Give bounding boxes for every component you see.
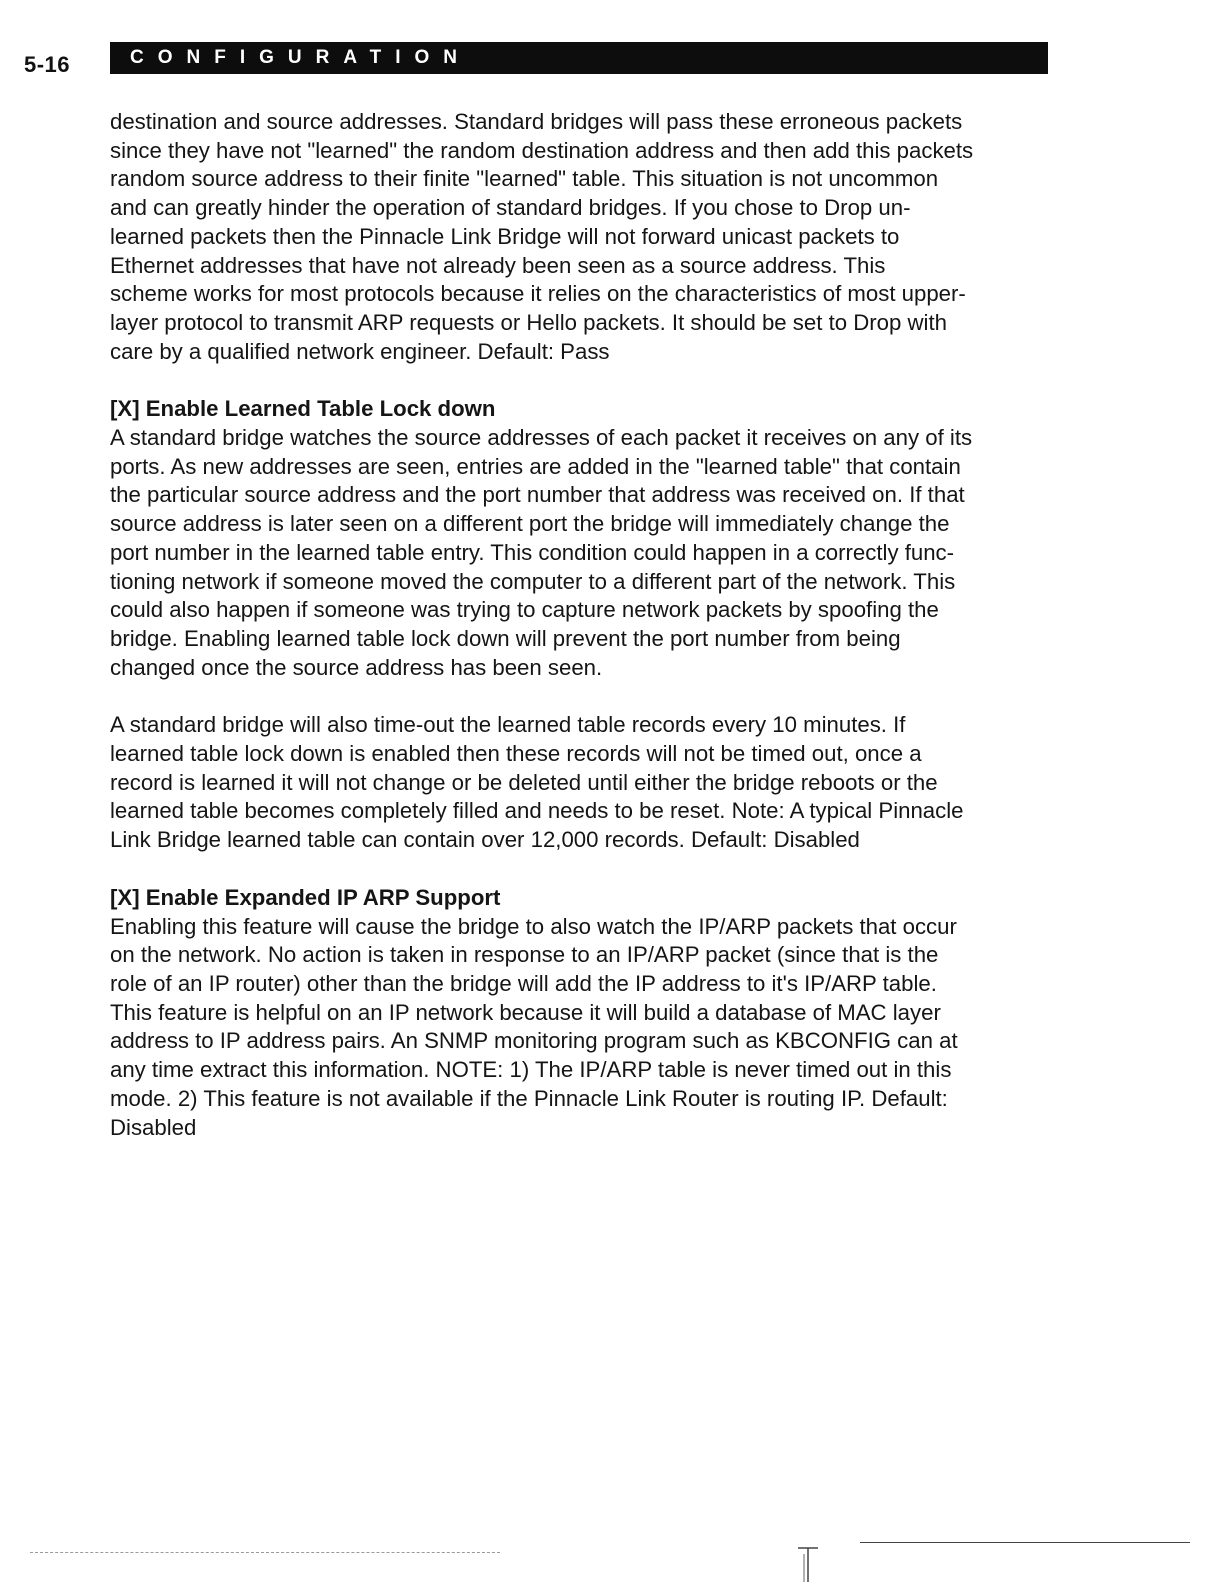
text-line: any time extract this information. NOTE: 1) The IP/ARP table is never timed out in this — [110, 1057, 952, 1083]
text-line: source address is later seen on a different port the bridge will immediately change the — [110, 511, 950, 537]
text-line: scheme works for most protocols because it relies on the characteristics of most upper- — [110, 281, 966, 307]
text-line: tioning network if someone moved the computer to a different part of the network. This — [110, 568, 956, 594]
footer-tick-mark — [796, 1544, 820, 1582]
text-line: random source address to their finite "learned" table. This situation is not uncommon — [110, 166, 939, 192]
footer-solid-rule — [860, 1542, 1190, 1543]
text-line: bridge. Enabling learned table lock down will prevent the port number from being — [110, 625, 901, 651]
text-line: destination and source addresses. Standard bridges will pass these erroneous packets — [110, 109, 963, 134]
footer-dashed-rule — [30, 1552, 500, 1553]
text-line: A standard bridge watches the source addresses of each packet it receives on any of its — [110, 425, 973, 451]
lockdown-paragraph-2 — [110, 711, 1055, 855]
page-number: 5-16 — [24, 52, 71, 77]
text-line: the particular source address and the port number that address was received on. If that — [110, 482, 965, 508]
text-line: care by a qualified network engineer. Default: Pass — [110, 338, 610, 364]
text-line: Link Bridge learned table can contain over 12,000 records. Default: Disabled — [110, 827, 860, 853]
arp-paragraph — [110, 913, 1055, 1143]
lockdown-heading: [X] Enable Learned Table Lock down — [110, 396, 496, 422]
text-line: mode. 2) This feature is not available if the Pinnacle Link Router is routing IP. Default: — [110, 1085, 948, 1111]
text-line: learned table becomes completely filled and needs to be reset. Note: A typical Pinnacle — [110, 798, 964, 824]
text-line: A standard bridge will also time-out the learned table records every 10 minutes. If — [110, 712, 906, 738]
arp-heading: [X] Enable Expanded IP ARP Support — [110, 884, 501, 910]
scan-footer-marks — [0, 1536, 1224, 1584]
text-line: role of an IP router) other than the bridge will add the IP address to it's IP/ARP table. — [110, 970, 937, 996]
text-line: layer protocol to transmit ARP requests or Hello packets. It should be set to Drop with — [110, 309, 947, 335]
text-line: and can greatly hinder the operation of standard bridges. If you chose to Drop un- — [110, 195, 911, 221]
text-line: Disabled — [110, 1114, 197, 1140]
text-line: changed once the source address has been seen. — [110, 654, 603, 680]
section-header-bar — [110, 42, 1048, 74]
text-line: could also happen if someone was trying to capture network packets by spoofing the — [110, 597, 939, 623]
text-line: address to IP address pairs. An SNMP monitoring program such as KBCONFIG can at — [110, 1028, 958, 1054]
text-line: learned table lock down is enabled then these records will not be timed out, once a — [110, 741, 922, 767]
text-line: This feature is helpful on an IP network because it will build a database of MAC layer — [110, 999, 941, 1025]
text-line: on the network. No action is taken in response to an IP/ARP packet (since that is the — [110, 942, 939, 968]
text-line: ports. As new addresses are seen, entries are added in the "learned table" that contain — [110, 453, 961, 479]
lockdown-paragraph-1 — [110, 424, 1055, 682]
page-content — [110, 108, 1055, 1142]
text-line: since they have not "learned" the random destination address and then add this packets — [110, 137, 974, 163]
text-line: record is learned it will not change or be deleted until either the bridge reboots or the — [110, 769, 938, 795]
text-line: Enabling this feature will cause the bridge to also watch the IP/ARP packets that occur — [110, 913, 957, 939]
section-title: CONFIGURATION — [130, 47, 472, 68]
intro-paragraph — [110, 108, 1055, 366]
text-line: Ethernet addresses that have not already been seen as a source address. This — [110, 252, 886, 278]
text-line: port number in the learned table entry. This condition could happen in a correctly func- — [110, 539, 955, 565]
text-line: learned packets then the Pinnacle Link Bridge will not forward unicast packets to — [110, 223, 900, 249]
